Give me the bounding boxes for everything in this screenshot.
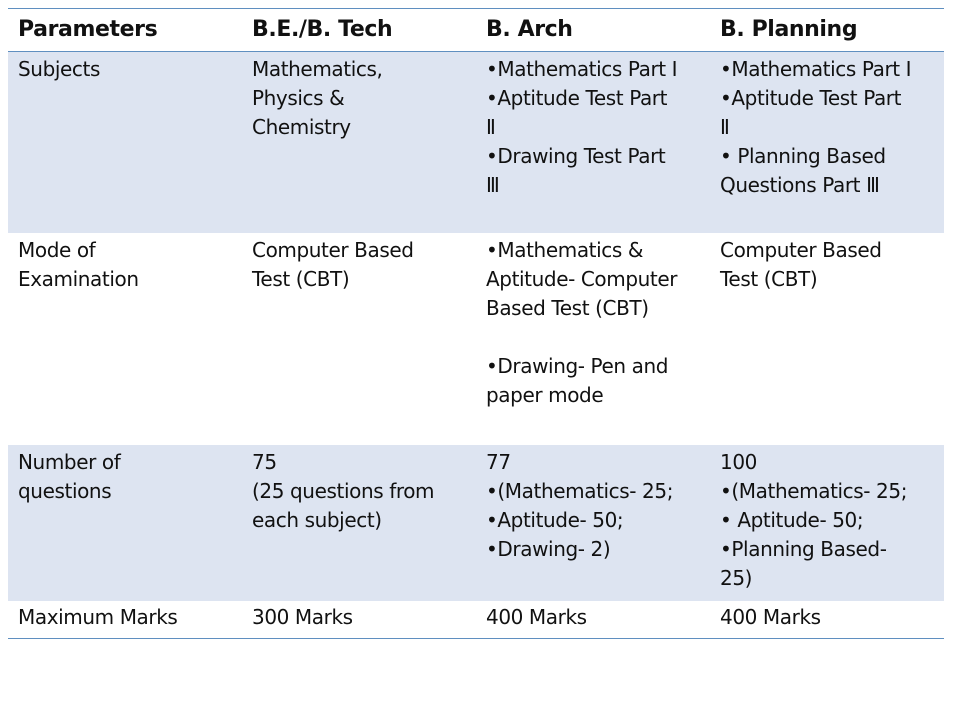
- cell-line: (25 questions from: [252, 479, 435, 503]
- cell-b-arch: [476, 52, 710, 233]
- cell-be-btech: [242, 233, 476, 445]
- cell-line: Computer Based: [720, 238, 882, 262]
- cell-line: Physics &: [252, 86, 345, 110]
- cell-line-blank: [486, 323, 710, 352]
- cell-b-planning: [710, 52, 944, 233]
- cell-line: 25): [720, 566, 753, 590]
- cell-line: 100: [720, 450, 757, 474]
- cell-line: Mathematics,: [252, 57, 383, 81]
- cell-b-planning: [710, 445, 944, 601]
- header-be-btech: B.E./B. Tech: [252, 17, 393, 42]
- cell-line: questions: [18, 479, 112, 503]
- table-header-row: [8, 8, 944, 52]
- cell-line: Number of: [18, 450, 121, 474]
- cell-line: Mode of: [18, 238, 96, 262]
- table-row-maximum-marks: [8, 601, 944, 639]
- cell-line: •Drawing- Pen and: [486, 354, 669, 378]
- cell-b-planning: [710, 601, 944, 638]
- cell-line: Ⅲ: [486, 173, 500, 197]
- cell-line: Computer Based: [252, 238, 414, 262]
- cell-line: •Mathematics &: [486, 238, 644, 262]
- cell-line: •Planning Based-: [720, 537, 887, 561]
- cell-line: Chemistry: [252, 115, 351, 139]
- cell-be-btech: [242, 445, 476, 601]
- cell-parameter: [8, 601, 242, 638]
- cell-line: • Aptitude- 50;: [720, 508, 864, 532]
- cell-line: Examination: [18, 267, 139, 291]
- cell-line: Subjects: [18, 57, 100, 81]
- cell-line: 77: [486, 450, 511, 474]
- table-row-number-of-questions: [8, 445, 944, 601]
- cell-line: •Mathematics Part Ⅰ: [486, 57, 678, 81]
- cell-b-arch: [476, 445, 710, 601]
- cell-line: •(Mathematics- 25;: [486, 479, 674, 503]
- header-b-arch: B. Arch: [486, 17, 573, 42]
- cell-line: •(Mathematics- 25;: [720, 479, 908, 503]
- cell-line: 300 Marks: [252, 605, 353, 629]
- cell-line: •Aptitude Test Part: [486, 86, 668, 110]
- cell-line: paper mode: [486, 383, 604, 407]
- cell-be-btech: [242, 601, 476, 638]
- cell-line: Maximum Marks: [18, 605, 178, 629]
- cell-b-arch: [476, 233, 710, 445]
- cell-line: Ⅱ: [486, 115, 496, 139]
- table-row-mode-of-examination: [8, 233, 944, 445]
- cell-be-btech: [242, 52, 476, 233]
- cell-line: Test (CBT): [720, 267, 818, 291]
- cell-parameter: [8, 445, 242, 601]
- cell-b-planning: [710, 233, 944, 445]
- cell-parameter: [8, 52, 242, 233]
- cell-line: •Aptitude- 50;: [486, 508, 624, 532]
- cell-b-arch: [476, 601, 710, 638]
- cell-line: 400 Marks: [720, 605, 821, 629]
- table-row-subjects: [8, 52, 944, 233]
- cell-line: Ⅱ: [720, 115, 730, 139]
- cell-line: • Planning Based: [720, 144, 886, 168]
- cell-line: •Aptitude Test Part: [720, 86, 902, 110]
- cell-line: 400 Marks: [486, 605, 587, 629]
- exam-comparison-table: [8, 8, 944, 639]
- cell-line: •Drawing- 2): [486, 537, 611, 561]
- cell-line: Test (CBT): [252, 267, 350, 291]
- header-b-planning: B. Planning: [720, 17, 858, 42]
- header-parameters: Parameters: [18, 17, 158, 42]
- cell-line: each subject): [252, 508, 382, 532]
- cell-line: 75: [252, 450, 277, 474]
- cell-line: •Mathematics Part Ⅰ: [720, 57, 912, 81]
- cell-line: Based Test (CBT): [486, 296, 649, 320]
- cell-parameter: [8, 233, 242, 445]
- cell-line: Aptitude- Computer: [486, 267, 678, 291]
- cell-line: •Drawing Test Part: [486, 144, 666, 168]
- cell-line: Questions Part Ⅲ: [720, 173, 880, 197]
